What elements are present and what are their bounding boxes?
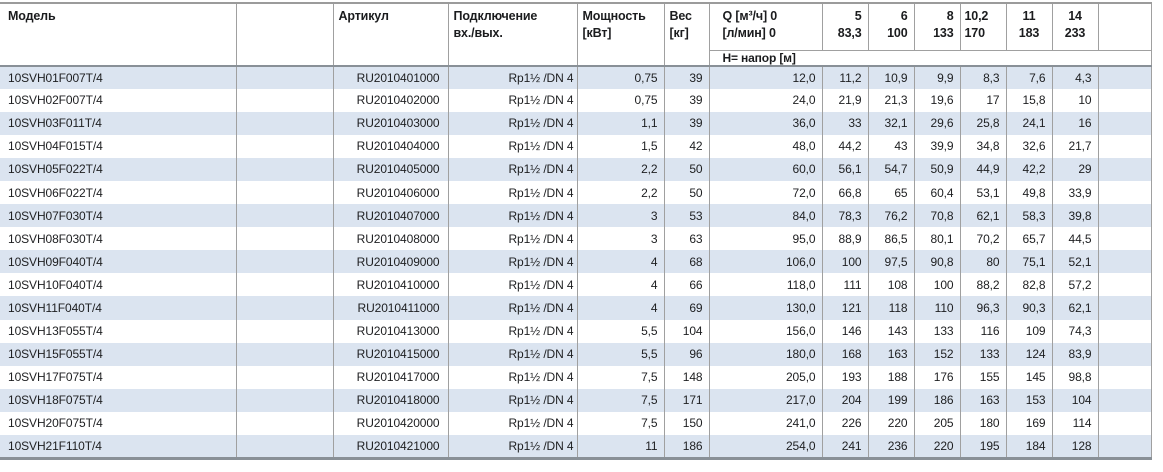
col-header-flow-8: [914, 3, 960, 50]
cell-empty-trailing: [1098, 389, 1151, 412]
cell-head-q0: 36,0: [709, 112, 822, 135]
cell-weight: 39: [664, 112, 709, 135]
cell-article: RU2010403000: [333, 112, 448, 135]
cell-article: RU2010404000: [333, 135, 448, 158]
col-header-power: [577, 3, 664, 66]
cell-model: 10SVH05F022T/4: [0, 158, 236, 181]
cell-head-q6: 54,7: [868, 158, 914, 181]
cell-head-q14: 10: [1052, 89, 1098, 112]
table-row: [0, 296, 1151, 319]
cell-connection: Rp1½ /DN 4: [448, 389, 577, 412]
cell-head-q5: 193: [822, 366, 868, 389]
cell-connection: Rp1½ /DN 4: [448, 366, 577, 389]
cell-article: RU2010401000: [333, 66, 448, 89]
cell-empty: [236, 343, 333, 366]
cell-connection: Rp1½ /DN 4: [448, 112, 577, 135]
cell-weight: 96: [664, 343, 709, 366]
cell-head-q10-2: 116: [960, 320, 1006, 343]
cell-head-q10-2: 88,2: [960, 273, 1006, 296]
cell-empty-trailing: [1098, 112, 1151, 135]
pump-specs-table: [0, 2, 1152, 460]
cell-head-q14: 83,9: [1052, 343, 1098, 366]
cell-head-q0: 95,0: [709, 227, 822, 250]
cell-head-q10-2: 34,8: [960, 135, 1006, 158]
cell-empty-trailing: [1098, 412, 1151, 435]
cell-head-q10-2: 44,9: [960, 158, 1006, 181]
cell-head-q6: 220: [868, 412, 914, 435]
cell-empty-trailing: [1098, 320, 1151, 343]
flow-lmin-value: 233: [1064, 25, 1086, 40]
cell-weight: 50: [664, 181, 709, 204]
cell-weight: 69: [664, 296, 709, 319]
cell-head-q10-2: 17: [960, 89, 1006, 112]
cell-head-q11: 49,8: [1006, 181, 1052, 204]
cell-head-q11: 15,8: [1006, 89, 1052, 112]
flow-lmin-value: 83,3: [837, 25, 862, 40]
cell-model: 10SVH08F030T/4: [0, 227, 236, 250]
cell-power: 11: [577, 435, 664, 458]
cell-article: RU2010420000: [333, 412, 448, 435]
cell-head-q5: 100: [822, 250, 868, 273]
cell-head-q6: 86,5: [868, 227, 914, 250]
col-header-flow-11: [1006, 3, 1052, 50]
col-header-model: Модель: [0, 3, 236, 66]
cell-empty: [236, 412, 333, 435]
col-header-connection-line2: вх./вых.: [453, 25, 503, 40]
table-row: [0, 389, 1151, 412]
cell-article: RU2010411000: [333, 296, 448, 319]
cell-head-q0: 118,0: [709, 273, 822, 296]
cell-weight: 104: [664, 320, 709, 343]
cell-head-q8: 9,9: [914, 66, 960, 89]
cell-article: RU2010421000: [333, 435, 448, 458]
cell-head-q0: 130,0: [709, 296, 822, 319]
col-header-trailing-empty: [1098, 3, 1151, 50]
cell-head-q8: 70,8: [914, 204, 960, 227]
cell-head-q11: 169: [1006, 412, 1052, 435]
cell-model: 10SVH13F055T/4: [0, 320, 236, 343]
cell-model: 10SVH01F007T/4: [0, 66, 236, 89]
header-row-main: [0, 3, 1151, 50]
table-row: [0, 227, 1151, 250]
cell-head-q5: 44,2: [822, 135, 868, 158]
cell-power: 1,1: [577, 112, 664, 135]
cell-weight: 68: [664, 250, 709, 273]
cell-article: RU2010413000: [333, 320, 448, 343]
cell-head-q11: 109: [1006, 320, 1052, 343]
cell-head-q14: 33,9: [1052, 181, 1098, 204]
cell-head-q14: 21,7: [1052, 135, 1098, 158]
flow-lmin-value: 183: [1018, 25, 1040, 40]
cell-head-q0: 205,0: [709, 366, 822, 389]
cell-head-q14: 29: [1052, 158, 1098, 181]
cell-head-q5: 33: [822, 112, 868, 135]
cell-head-q8: 152: [914, 343, 960, 366]
cell-head-q5: 78,3: [822, 204, 868, 227]
cell-head-q11: 58,3: [1006, 204, 1052, 227]
cell-empty-trailing: [1098, 227, 1151, 250]
cell-head-q14: 98,8: [1052, 366, 1098, 389]
cell-head-q6: 21,3: [868, 89, 914, 112]
cell-connection: Rp1½ /DN 4: [448, 181, 577, 204]
cell-head-q11: 32,6: [1006, 135, 1052, 158]
cell-model: 10SVH06F022T/4: [0, 181, 236, 204]
cell-head-q14: 74,3: [1052, 320, 1098, 343]
cell-weight: 39: [664, 89, 709, 112]
cell-head-q8: 29,6: [914, 112, 960, 135]
cell-empty-trailing: [1098, 366, 1151, 389]
cell-head-q14: 57,2: [1052, 273, 1098, 296]
table-body: [0, 66, 1151, 459]
cell-power: 3: [577, 204, 664, 227]
cell-power: 1,5: [577, 135, 664, 158]
cell-weight: 39: [664, 66, 709, 89]
cell-head-q0: 156,0: [709, 320, 822, 343]
cell-head-q10-2: 96,3: [960, 296, 1006, 319]
cell-empty-trailing: [1098, 135, 1151, 158]
cell-connection: Rp1½ /DN 4: [448, 135, 577, 158]
cell-head-q14: 128: [1052, 435, 1098, 458]
cell-head-q6: 43: [868, 135, 914, 158]
col-header-flow-6: [868, 3, 914, 50]
cell-power: 3: [577, 227, 664, 250]
cell-head-q0: 60,0: [709, 158, 822, 181]
cell-article: RU2010418000: [333, 389, 448, 412]
cell-power: 5,5: [577, 320, 664, 343]
cell-model: 10SVH04F015T/4: [0, 135, 236, 158]
cell-head-q10-2: 53,1: [960, 181, 1006, 204]
cell-head-q8: 19,6: [914, 89, 960, 112]
col-header-power-line2: [кВт]: [582, 25, 612, 40]
cell-head-q11: 75,1: [1006, 250, 1052, 273]
table-row: [0, 135, 1151, 158]
cell-head-q14: 44,5: [1052, 227, 1098, 250]
cell-power: 5,5: [577, 343, 664, 366]
cell-head-q5: 21,9: [822, 89, 868, 112]
cell-head-q0: 72,0: [709, 181, 822, 204]
cell-head-q14: 4,3: [1052, 66, 1098, 89]
cell-head-q0: 12,0: [709, 66, 822, 89]
cell-model: 10SVH21F110T/4: [0, 435, 236, 458]
cell-article: RU2010405000: [333, 158, 448, 181]
cell-power: 2,2: [577, 181, 664, 204]
cell-connection: Rp1½ /DN 4: [448, 66, 577, 89]
table-row: [0, 412, 1151, 435]
cell-head-q0: 106,0: [709, 250, 822, 273]
col-header-article: Артикул: [333, 3, 448, 66]
cell-empty-trailing: [1098, 435, 1151, 458]
col-header-flow-zero: [709, 3, 822, 50]
cell-article: RU2010415000: [333, 343, 448, 366]
cell-head-q5: 56,1: [822, 158, 868, 181]
cell-head-q11: 184: [1006, 435, 1052, 458]
cell-head-q8: 176: [914, 366, 960, 389]
cell-head-q10-2: 195: [960, 435, 1006, 458]
cell-empty-trailing: [1098, 158, 1151, 181]
cell-head-q0: 48,0: [709, 135, 822, 158]
col-header-flow-5: [822, 3, 868, 50]
cell-head-q8: 110: [914, 296, 960, 319]
cell-head-q8: 205: [914, 412, 960, 435]
cell-model: 10SVH07F030T/4: [0, 204, 236, 227]
cell-head-q14: 39,8: [1052, 204, 1098, 227]
cell-article: RU2010410000: [333, 273, 448, 296]
cell-empty-trailing: [1098, 273, 1151, 296]
col-header-weight: [664, 3, 709, 66]
cell-head-q0: 24,0: [709, 89, 822, 112]
flow-lmin-value: 100: [887, 25, 908, 40]
cell-empty-trailing: [1098, 204, 1151, 227]
cell-head-q5: 204: [822, 389, 868, 412]
cell-weight: 50: [664, 158, 709, 181]
cell-head-q14: 104: [1052, 389, 1098, 412]
table-row: [0, 250, 1151, 273]
cell-head-q0: 241,0: [709, 412, 822, 435]
cell-head-q8: 100: [914, 273, 960, 296]
flow-m3h-value: 10,2: [964, 9, 989, 23]
cell-head-q6: 32,1: [868, 112, 914, 135]
cell-empty: [236, 89, 333, 112]
cell-head-q6: 188: [868, 366, 914, 389]
cell-head-q11: 82,8: [1006, 273, 1052, 296]
cell-head-q10-2: 25,8: [960, 112, 1006, 135]
cell-head-q8: 133: [914, 320, 960, 343]
cell-connection: Rp1½ /DN 4: [448, 89, 577, 112]
cell-weight: 66: [664, 273, 709, 296]
table-row: [0, 66, 1151, 89]
cell-empty: [236, 66, 333, 89]
col-header-flow-14: [1052, 3, 1098, 50]
cell-head-q5: 241: [822, 435, 868, 458]
cell-connection: Rp1½ /DN 4: [448, 296, 577, 319]
cell-head-q5: 121: [822, 296, 868, 319]
head-meters-label: Н= напор [м]: [709, 50, 1151, 66]
cell-head-q6: 76,2: [868, 204, 914, 227]
cell-empty-trailing: [1098, 181, 1151, 204]
cell-head-q11: 153: [1006, 389, 1052, 412]
cell-head-q11: 65,7: [1006, 227, 1052, 250]
cell-head-q8: 80,1: [914, 227, 960, 250]
cell-head-q14: 62,1: [1052, 296, 1098, 319]
table-row: [0, 112, 1151, 135]
cell-head-q6: 65: [868, 181, 914, 204]
flow-m3h-value: 11: [1022, 9, 1036, 23]
cell-empty: [236, 435, 333, 458]
cell-empty-trailing: [1098, 66, 1151, 89]
cell-empty: [236, 181, 333, 204]
cell-power: 0,75: [577, 89, 664, 112]
cell-article: RU2010417000: [333, 366, 448, 389]
cell-empty: [236, 204, 333, 227]
flow-m3h-value: 5: [854, 9, 862, 23]
cell-head-q11: 124: [1006, 343, 1052, 366]
table-row: [0, 273, 1151, 296]
cell-power: 4: [577, 273, 664, 296]
cell-weight: 63: [664, 227, 709, 250]
cell-head-q6: 108: [868, 273, 914, 296]
col-header-weight-line2: [кг]: [669, 25, 689, 40]
col-header-weight-line1: Вес: [669, 9, 692, 23]
table-row: [0, 366, 1151, 389]
flow-m3h-value: 14: [1068, 9, 1082, 23]
cell-head-q5: 88,9: [822, 227, 868, 250]
cell-article: RU2010402000: [333, 89, 448, 112]
cell-connection: Rp1½ /DN 4: [448, 412, 577, 435]
cell-head-q10-2: 80: [960, 250, 1006, 273]
flow-lmin-value: 170: [964, 25, 985, 40]
flow-units-m3h: Q [м³/ч] 0: [722, 9, 778, 23]
cell-head-q10-2: 8,3: [960, 66, 1006, 89]
table-row: [0, 158, 1151, 181]
cell-model: 10SVH09F040T/4: [0, 250, 236, 273]
cell-article: RU2010408000: [333, 227, 448, 250]
cell-head-q5: 168: [822, 343, 868, 366]
cell-head-q10-2: 70,2: [960, 227, 1006, 250]
cell-head-q11: 24,1: [1006, 112, 1052, 135]
cell-connection: Rp1½ /DN 4: [448, 204, 577, 227]
cell-power: 7,5: [577, 412, 664, 435]
cell-head-q5: 146: [822, 320, 868, 343]
table-row: [0, 204, 1151, 227]
cell-empty-trailing: [1098, 250, 1151, 273]
cell-weight: 186: [664, 435, 709, 458]
cell-head-q8: 60,4: [914, 181, 960, 204]
cell-head-q5: 66,8: [822, 181, 868, 204]
col-header-empty: [236, 3, 333, 66]
col-header-connection: [448, 3, 577, 66]
cell-empty: [236, 389, 333, 412]
cell-head-q5: 111: [822, 273, 868, 296]
cell-power: 4: [577, 296, 664, 319]
cell-head-q11: 145: [1006, 366, 1052, 389]
cell-model: 10SVH11F040T/4: [0, 296, 236, 319]
cell-empty: [236, 366, 333, 389]
cell-power: 7,5: [577, 366, 664, 389]
cell-empty: [236, 158, 333, 181]
cell-empty-trailing: [1098, 343, 1151, 366]
cell-head-q14: 16: [1052, 112, 1098, 135]
cell-empty-trailing: [1098, 296, 1151, 319]
table-row: [0, 181, 1151, 204]
cell-head-q8: 39,9: [914, 135, 960, 158]
cell-power: 2,2: [577, 158, 664, 181]
cell-empty: [236, 112, 333, 135]
cell-empty: [236, 320, 333, 343]
cell-connection: Rp1½ /DN 4: [448, 320, 577, 343]
cell-empty: [236, 273, 333, 296]
flow-m3h-value: 8: [946, 9, 954, 23]
cell-head-q8: 90,8: [914, 250, 960, 273]
cell-model: 10SVH20F075T/4: [0, 412, 236, 435]
cell-head-q10-2: 155: [960, 366, 1006, 389]
cell-connection: Rp1½ /DN 4: [448, 343, 577, 366]
col-header-flow-10-2: [960, 3, 1006, 50]
cell-model: 10SVH18F075T/4: [0, 389, 236, 412]
flow-units-lmin: [л/мин] 0: [722, 25, 776, 40]
cell-head-q11: 90,3: [1006, 296, 1052, 319]
cell-head-q5: 11,2: [822, 66, 868, 89]
cell-head-q10-2: 133: [960, 343, 1006, 366]
cell-head-q0: 254,0: [709, 435, 822, 458]
table-row: [0, 89, 1151, 112]
cell-head-q6: 199: [868, 389, 914, 412]
col-header-power-line1: Мощность: [582, 9, 646, 23]
cell-power: 0,75: [577, 66, 664, 89]
cell-head-q8: 220: [914, 435, 960, 458]
cell-head-q10-2: 163: [960, 389, 1006, 412]
cell-head-q11: 7,6: [1006, 66, 1052, 89]
cell-connection: Rp1½ /DN 4: [448, 158, 577, 181]
cell-weight: 150: [664, 412, 709, 435]
cell-head-q6: 143: [868, 320, 914, 343]
cell-model: 10SVH03F011T/4: [0, 112, 236, 135]
cell-weight: 53: [664, 204, 709, 227]
cell-weight: 42: [664, 135, 709, 158]
flow-lmin-value: 133: [933, 25, 954, 40]
cell-model: 10SVH15F055T/4: [0, 343, 236, 366]
cell-empty: [236, 250, 333, 273]
cell-connection: Rp1½ /DN 4: [448, 250, 577, 273]
cell-connection: Rp1½ /DN 4: [448, 435, 577, 458]
cell-empty: [236, 296, 333, 319]
cell-head-q10-2: 180: [960, 412, 1006, 435]
cell-article: RU2010406000: [333, 181, 448, 204]
cell-power: 7,5: [577, 389, 664, 412]
cell-power: 4: [577, 250, 664, 273]
flow-m3h-value: 6: [900, 9, 908, 23]
cell-article: RU2010409000: [333, 250, 448, 273]
cell-head-q14: 52,1: [1052, 250, 1098, 273]
cell-head-q8: 186: [914, 389, 960, 412]
cell-head-q8: 50,9: [914, 158, 960, 181]
cell-connection: Rp1½ /DN 4: [448, 273, 577, 296]
col-header-connection-line1: Подключение: [453, 9, 538, 23]
cell-head-q0: 217,0: [709, 389, 822, 412]
cell-head-q6: 118: [868, 296, 914, 319]
cell-head-q11: 42,2: [1006, 158, 1052, 181]
cell-head-q6: 163: [868, 343, 914, 366]
table-row: [0, 320, 1151, 343]
cell-head-q14: 114: [1052, 412, 1098, 435]
cell-head-q6: 10,9: [868, 66, 914, 89]
cell-head-q6: 236: [868, 435, 914, 458]
cell-head-q10-2: 62,1: [960, 204, 1006, 227]
cell-empty: [236, 227, 333, 250]
cell-model: 10SVH10F040T/4: [0, 273, 236, 296]
cell-article: RU2010407000: [333, 204, 448, 227]
table-row: [0, 343, 1151, 366]
table-header: [0, 3, 1151, 66]
cell-weight: 171: [664, 389, 709, 412]
cell-empty: [236, 135, 333, 158]
cell-head-q6: 97,5: [868, 250, 914, 273]
cell-model: 10SVH17F075T/4: [0, 366, 236, 389]
cell-head-q0: 84,0: [709, 204, 822, 227]
cell-head-q0: 180,0: [709, 343, 822, 366]
cell-connection: Rp1½ /DN 4: [448, 227, 577, 250]
table-row: [0, 435, 1151, 458]
cell-empty-trailing: [1098, 89, 1151, 112]
cell-model: 10SVH02F007T/4: [0, 89, 236, 112]
cell-weight: 148: [664, 366, 709, 389]
cell-head-q5: 226: [822, 412, 868, 435]
